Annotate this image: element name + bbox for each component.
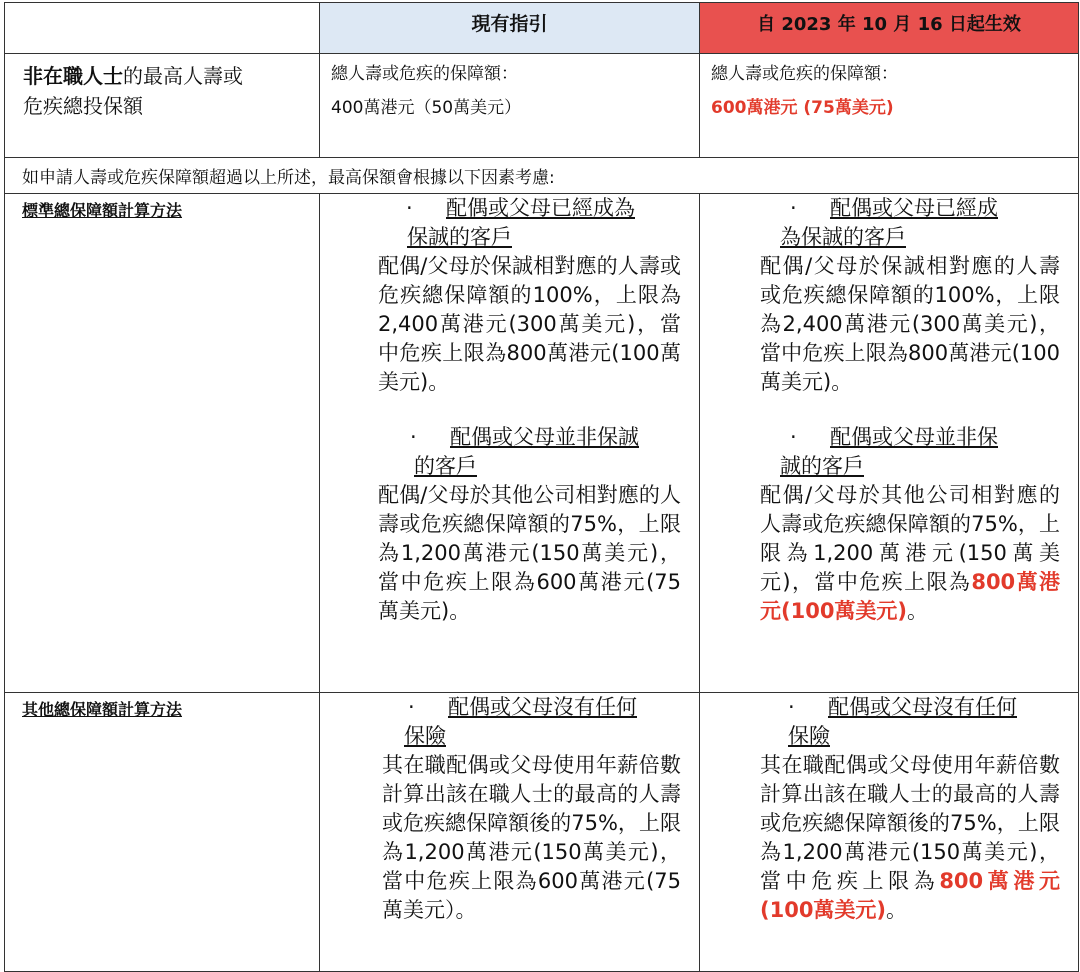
bullet-heading-line2: 保險: [788, 724, 830, 748]
header-row: [5, 3, 1079, 54]
bullet-heading-line2: 為保誠的客戶: [780, 225, 906, 249]
max-coverage-row: [5, 54, 1079, 158]
header-blank-cell: [5, 3, 320, 54]
bullet-heading-line1: 配偶或父母沒有任何: [828, 695, 1017, 719]
bullet-body: 其在職配偶或父母使用年薪倍數計算出該在職人士的最高的人壽或危疾總保障額後的75%，上限為1,200萬港元(150萬美元)，當中危疾上限為600萬港元(75萬美元）。: [382, 753, 681, 922]
standard-new-bullet-1: [700, 194, 1078, 397]
max-coverage-label-cell: [5, 54, 320, 158]
bullet-heading-line1: 配偶或父母並非保誠: [450, 425, 639, 449]
other-method-label: 其他總保障額計算方法: [22, 700, 183, 719]
bullet-heading-line1: 配偶或父母並非保: [830, 425, 998, 449]
standard-new-cell: [700, 194, 1079, 693]
bullet-heading-line1: 配偶或父母已經成為: [446, 196, 635, 220]
standard-current-bullet-2: [320, 423, 699, 626]
bullet-dot: ·: [790, 196, 797, 220]
bullet-heading-line2: 保誠的客戶: [407, 225, 512, 249]
standard-new-bullet-2: [700, 423, 1078, 626]
bullet-dot: ·: [410, 425, 417, 449]
other-method-label-cell: [5, 693, 320, 972]
label-rest-part: 的最高人壽或: [123, 64, 243, 88]
bullet-body: 配偶/父母於保誠相對應的人壽或危疾總保障額的100%，上限為2,400萬港元(300萬美元)，當中危疾上限為800萬港元(100萬美元)。: [378, 254, 681, 394]
bullet-body: 配偶/父母於其他公司相對應的人壽或危疾總保障額的75%，上限為1,200萬港元(150萬美元)，當中危疾上限為600萬港元(75萬美元)。: [378, 483, 681, 623]
body-text-end: 。: [907, 599, 929, 623]
new-limit-title: 總人壽或危疾的保障額：: [711, 64, 898, 84]
bullet-heading-line1: 配偶或父母沒有任何: [448, 695, 637, 719]
current-limit-value: 400萬港元（50萬美元）: [331, 98, 522, 118]
bullet-dot: ·: [406, 196, 413, 220]
body-text: 配偶/父母於其他公司相對應的人壽或危疾總保障額的75%，上限為1,200萬港元(150萬美元)，當中危疾上限為: [760, 483, 1060, 594]
standard-current-bullet-1: [320, 194, 699, 397]
bullet-dot: ·: [408, 695, 415, 719]
standard-method-row: [5, 194, 1079, 693]
label-line-2: 危疾總投保額: [23, 94, 143, 118]
bullet-body: [760, 481, 1060, 626]
body-highlight-red: 800萬港元(100萬美元): [760, 570, 1060, 623]
max-coverage-label: [5, 54, 319, 121]
standard-method-label-cell: [5, 194, 320, 693]
other-method-row: [5, 693, 1079, 972]
note-text: 如申請人壽或危疾保障額超過以上所述，最高保額會根據以下因素考慮:: [5, 158, 1079, 194]
other-new-bullet: [700, 693, 1078, 925]
other-new-cell: [700, 693, 1079, 972]
body-highlight-red: 800萬港元(100萬美元): [760, 869, 1060, 922]
bullet-body: 配偶/父母於保誠相對應的人壽或危疾總保障額的100%，上限為2,400萬港元(300萬美元)，當中危疾上限為800萬港元(100萬美元)。: [760, 254, 1060, 394]
bullet-dot: ·: [790, 425, 797, 449]
bullet-dot: ·: [788, 695, 795, 719]
bullet-heading-line2: 保險: [404, 724, 446, 748]
other-current-bullet: [320, 693, 699, 925]
body-text-end: 。: [886, 898, 908, 922]
standard-current-cell: [320, 194, 700, 693]
current-limit-cell: [320, 54, 700, 158]
note-row: [5, 158, 1079, 194]
label-bold-part: 非在職人士: [23, 64, 123, 88]
header-new-guideline: 自 2023 年 10 月 16 日起生效: [700, 3, 1079, 54]
bullet-heading-line2: 的客戶: [414, 454, 477, 478]
bullet-heading-line1: 配偶或父母已經成: [830, 196, 998, 220]
bullet-heading-line2: 誠的客戶: [780, 454, 864, 478]
standard-method-label: 標準總保障額計算方法: [22, 201, 183, 220]
body-text: 其在職配偶或父母使用年薪倍數計算出該在職人士的最高的人壽或危疾總保障額後的75%，上限為1,200萬港元(150萬美元)，當中危疾上限為: [760, 753, 1060, 893]
header-current-guideline: 現有指引: [320, 3, 700, 54]
new-limit-cell: [700, 54, 1079, 158]
guideline-comparison-table: [4, 2, 1079, 972]
bullet-body: [760, 751, 1060, 925]
current-limit-title: 總人壽或危疾的保障額：: [331, 64, 518, 84]
other-current-cell: [320, 693, 700, 972]
new-limit-value: 600萬港元 (75萬美元): [711, 98, 894, 118]
